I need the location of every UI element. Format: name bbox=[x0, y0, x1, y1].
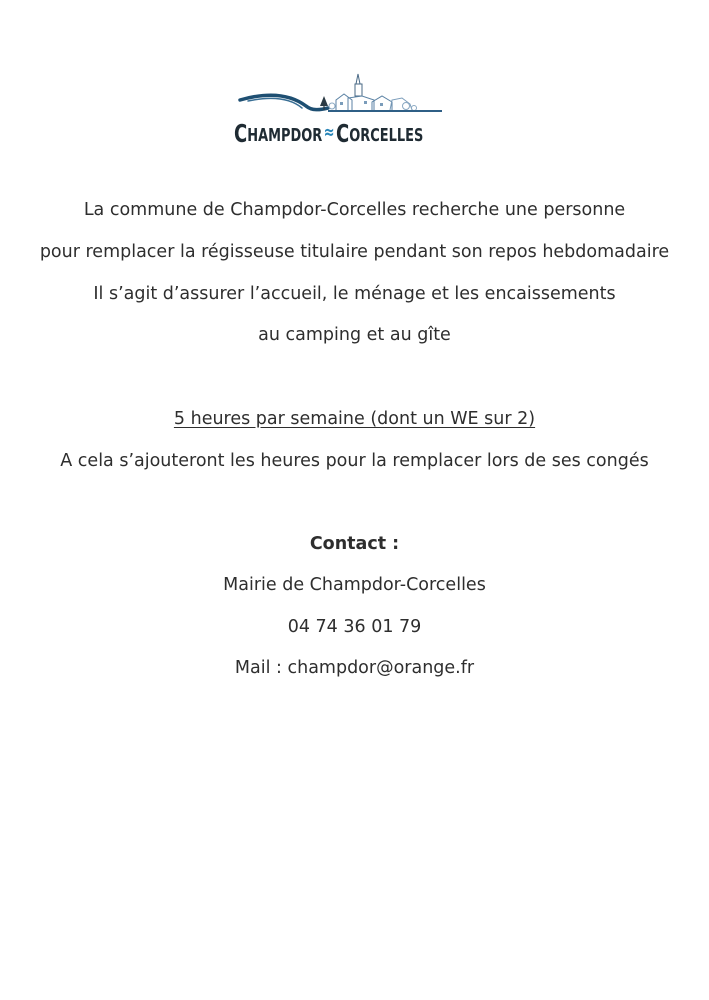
logo-word-1: HAMPDOR bbox=[247, 125, 323, 146]
hours-text: 5 heures par semaine (dont un WE sur 2) bbox=[173, 409, 536, 429]
body-line-2: pour remplacer la régisseuse titulaire pendant son repos hebdomadaire bbox=[39, 242, 670, 262]
contact-mail: Mail : champdor@orange.fr bbox=[234, 658, 475, 678]
contact-heading: Contact : bbox=[309, 534, 400, 554]
extra-hours-line: A cela s’ajouteront les heures pour la remplacer lors de ses congés bbox=[60, 451, 649, 471]
logo-word-2: ORCELLES bbox=[349, 125, 424, 146]
body-line-4: au camping et au gîte bbox=[258, 325, 451, 345]
logo-wordmark bbox=[234, 112, 424, 148]
champdor-corcelles-logo bbox=[228, 70, 468, 154]
body-line-1: La commune de Champdor-Corcelles recherche une personne bbox=[83, 200, 626, 220]
body-line-3: Il s’agit d’assurer l’accueil, le ménage et les encaissements bbox=[93, 284, 616, 304]
logo-initial-c2: C bbox=[335, 119, 350, 148]
logo-initial-c1: C bbox=[234, 119, 248, 148]
contact-organisation: Mairie de Champdor-Corcelles bbox=[223, 575, 486, 595]
hours-line bbox=[0, 409, 709, 429]
contact-phone: 04 74 36 01 79 bbox=[287, 617, 422, 637]
wave-separator-icon: ≈ bbox=[323, 122, 335, 143]
